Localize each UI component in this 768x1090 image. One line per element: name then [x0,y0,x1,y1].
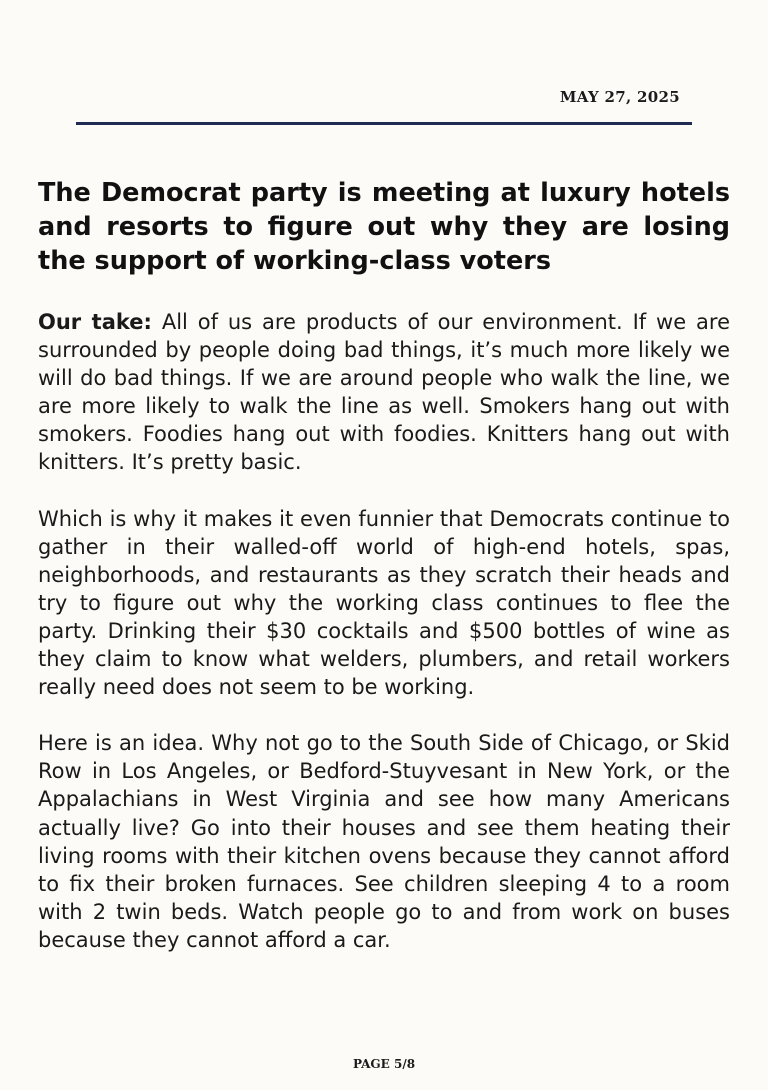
our-take-text: All of us are products of our environment. If we are surrounded by people doing bad things, it’s much more likely we will do bad things. If we are around people who walk the line, we are more likely to walk the line as well. Smokers hang out with smokers. Foodies hang out with foodies. Knitters hang out with knitters. It’s pretty basic. [38,310,730,475]
publication-date: MAY 27, 2025 [559,88,680,106]
body-paragraph-2: Which is why it makes it even funnier that Democrats continue to gather in their walled-off world of high-end hotels, spas, neighborhoods, and restaurants as they scratch their heads and try to figure out why the working class continues to flee the party. Drinking their $30 cocktails and $500 bottles of wine as they claim to know what welders, plumbers, and retail workers really need does not seem to be working. [38,506,730,700]
body-paragraph-3: Here is an idea. Why not go to the South Side of Chicago, or Skid Row in Los Angeles, or Bedford-Stuyvesant in New York, or the Appalachians in West Virginia and see how many Americans actually live? Go into their houses and see them heating their living rooms with their kitchen ovens because they cannot afford to fix their broken furnaces. See children sleeping 4 to a room with 2 twin beds. Watch people go to and from work on buses because they cannot afford a car. [38,731,730,952]
header-divider [76,122,692,125]
our-take-label: Our take: [38,310,152,334]
our-take-paragraph [38,308,730,477]
page-number: PAGE 5/8 [352,1057,416,1071]
article-body [38,176,730,982]
article-headline: The Democrat party is meeting at luxury hotels and resorts to figure out why they are losing the support of working-class voters [38,178,730,276]
